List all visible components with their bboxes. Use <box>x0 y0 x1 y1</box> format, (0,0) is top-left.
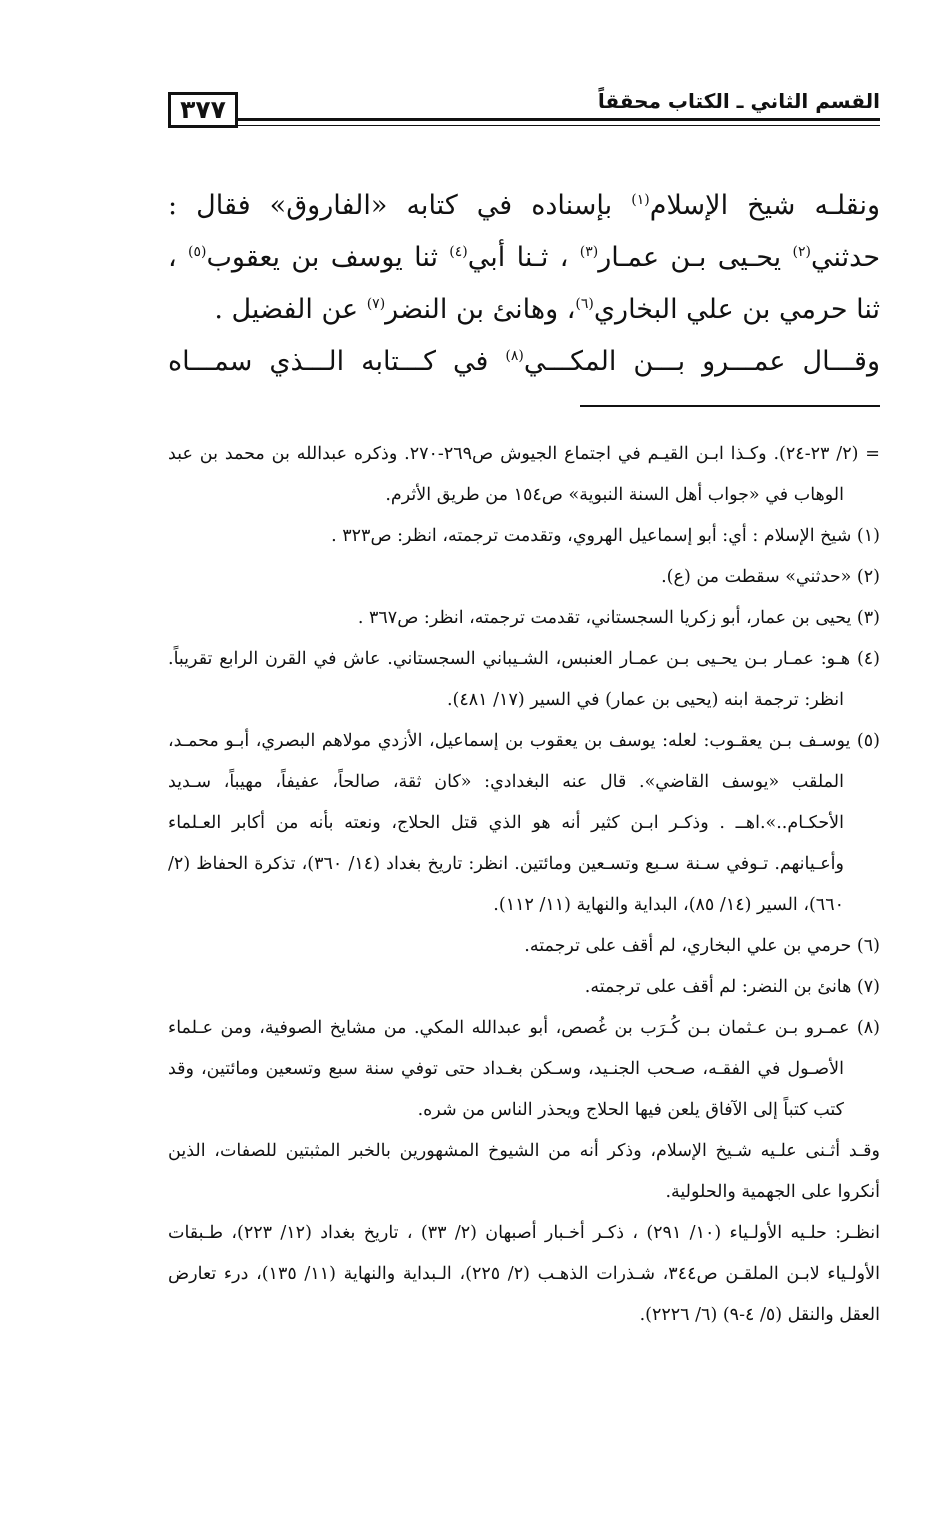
text-run: بإسناده في كتابه «الفاروق» فقال : حدثني <box>168 190 881 273</box>
main-paragraph-continued <box>168 336 880 388</box>
text-run: في كـــتابه الـــذي سمـــاه <box>168 346 506 377</box>
footnote: (٢) «حدثني» سقطت من (ع). <box>661 567 880 587</box>
footnote-marker: (٧) <box>366 296 386 312</box>
header-rule-thick <box>238 118 880 121</box>
text-run: ، ثـنا أبي <box>467 242 580 273</box>
footnote: وقـد أثـنى علـيه شـيخ الإسلام، وذكر أنه من الشيوخ المشهورين بالخبر المثبتين للصفات، الذين أنكروا على الجهمية والحلولية. <box>168 1141 880 1202</box>
footnote: (٧) هانئ بن النضر: لم أقف على ترجمته. <box>584 977 880 997</box>
text-run: ، ثنا حرمي بن علي البخاري <box>168 242 880 325</box>
footnote-marker: (٦) <box>575 296 594 312</box>
footnote: (٣) يحيى بن عمار، أبو زكريا السجستاني، تقدمت ترجمته، انظر: ص٣٦٧ . <box>357 608 880 628</box>
footnote-marker: (٣) <box>579 244 599 260</box>
footnote-marker: (١) <box>631 192 650 208</box>
footnote: (٥) يوسـف بـن يعقـوب: لعله: يوسف بن يعقوب بن إسماعيل، الأزدي مولاهم البصري، أبـو محمـد، الملقب «يوسف القاضي». قال عنه البغدادي: «كان ثقة، صالحاً، عفيفاً، مهيباً، سـديد الأحكـام..».اهــ . وذكـر ابـن كثير أنه هو الذي قتل الحلاج، ونعته بأنه من أكابر العـلماء وأعـيانهم. تـوفي سـنة سـبع وتسـعين ومائتين. انظر: تاريخ بغداد (١٤/ ٣٦٠)، تذكرة الحفاظ (٢/ ٦٦٠)، السير (١٤/ ٨٥)، البداية والنهاية (١١/ ١١٢). <box>168 731 880 915</box>
page-header <box>168 86 880 136</box>
main-text <box>168 180 880 388</box>
text-run: عن الفضيل . <box>214 294 367 325</box>
text-run: وقـــال عمـــرو بـــن المكـــي <box>523 346 880 377</box>
footnote: (٦) حرمي بن علي البخاري، لم أقف على ترجمته. <box>524 936 880 956</box>
running-title: القسم الثاني ـ الكتاب محققاً <box>597 89 880 113</box>
footnote: (٨) عمـرو بـن عـثمان بـن كُـرَب بن غُصص، أبو عبدالله المكي. من مشايخ الصوفية، ومن عـلماء الأصـول في الفقـه، صـحب الجنـيد، وسـكن بغـداد حتى توفي سنة سبع وتسعين ومائتين، وقد كتب كتباً إلى الآفاق يلعن فيها الحلاج ويحذر الناس من شره. <box>168 1018 880 1120</box>
text-run: ، وهانئ بن النضر <box>385 294 576 325</box>
footnote-marker: (٤) <box>449 244 468 260</box>
footnotes <box>168 434 880 1336</box>
header-rule-thin <box>238 125 880 126</box>
main-paragraph <box>168 180 880 336</box>
footnote-marker: (٢) <box>792 244 811 260</box>
page-number: ٣٧٧ <box>168 92 238 128</box>
footnote-separator <box>580 405 880 407</box>
footnote: (٤) هـو: عمـار بـن يحـيى بـن عمـار العنبس، الشـيباني السجستاني. عاش في القرن الرابع تقريباً. انظر: ترجمة ابنه (يحيى بن عمار) في السير (١٧/ ٤٨١). <box>168 649 880 710</box>
footnote: = (٢/ ٢٣-٢٤). وكـذا ابـن القيـم في اجتماع الجيوش ص٢٦٩-٢٧٠. وذكره عبدالله بن محمد بن عبد الوهاب في «جواب أهل السنة النبوية» ص١٥٤ من طريق الأثرم. <box>168 444 880 505</box>
text-run: ونقلـه شيخ الإسلام <box>649 190 880 221</box>
footnote: (١) شيخ الإسلام : أي: أبو إسماعيل الهروي، وتقدمت ترجمته، انظر: ص٣٢٣ . <box>331 526 880 546</box>
footnote-marker: (٥) <box>188 244 207 260</box>
footnote-marker: (٨) <box>505 348 524 364</box>
text-run: يحـيى بـن عمـار <box>598 242 793 273</box>
text-run: ثنا يوسف بن يعقوب <box>206 242 450 273</box>
footnote: انظـر: حلـيه الأولـياء (١٠/ ٢٩١) ، ذكـر أخـبار أصبهان (٢/ ٣٣) ، تاريخ بغداد (١٢/ ٢٢٣)، طـبقات الأولـياء لابـن الملقـن ص٣٤٤، شـذرات الذهـب (٢/ ٢٢٥)، الـبداية والنهاية (١١/ ١٣٥)، درء تعارض العقل والنقل (٥/ ٤-٩) (٦/ ٢٢٢٦). <box>168 1223 880 1325</box>
